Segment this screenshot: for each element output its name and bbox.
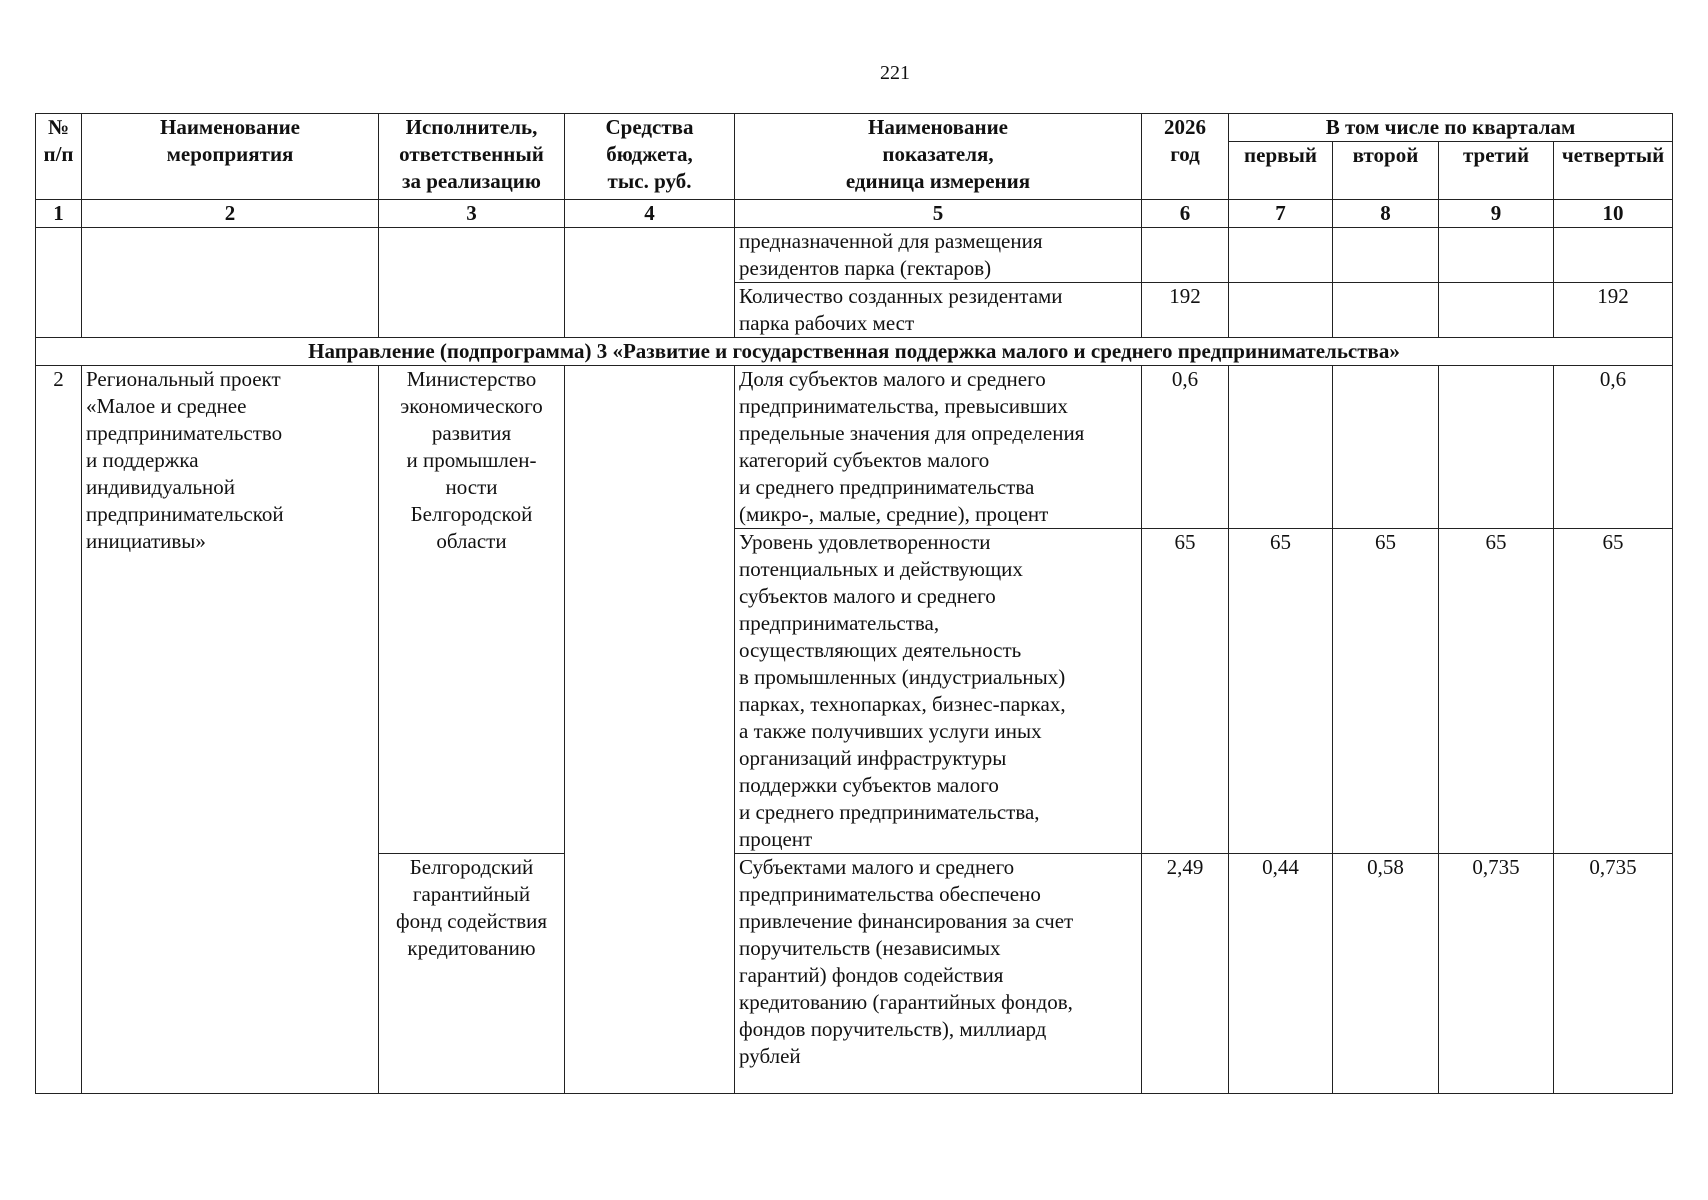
header-q1: первый: [1229, 142, 1333, 200]
year-value: 65: [1142, 529, 1229, 854]
cell-empty: [565, 366, 735, 1094]
column-number: 7: [1229, 200, 1333, 228]
header-executor: Исполнитель, ответственный за реализацию: [379, 114, 565, 200]
year-value: [1142, 228, 1229, 283]
header-q2: второй: [1333, 142, 1439, 200]
header-q4: четвертый: [1554, 142, 1673, 200]
indicator-name: Уровень удовлетворенности потенциальных и действующих субъектов малого и среднего предпринимательства, осуществляющих деятельность в промышленных (индустриальных) парках, технопарках, бизнес-парках, а также получивших услуги иных организаций инфраструктуры поддержки субъектов малого и среднего предпринимательства, процент: [735, 529, 1142, 854]
header-budget: Средства бюджета, тыс. руб.: [565, 114, 735, 200]
column-numbers-row: [36, 200, 1673, 228]
project-name: Региональный проект «Малое и среднее предпринимательство и поддержка индивидуальной предпринимательской инициативы»: [82, 366, 379, 1094]
column-number: 9: [1439, 200, 1554, 228]
project-executor: Министерство экономического развития и промышлен- ности Белгородской области: [379, 366, 565, 854]
cell-empty: [565, 228, 735, 338]
q3-value: 65: [1439, 529, 1554, 854]
year-value: 192: [1142, 283, 1229, 338]
q4-value: 0,735: [1554, 854, 1673, 1094]
q2-value: 0,58: [1333, 854, 1439, 1094]
year-value: 0,6: [1142, 366, 1229, 529]
column-number: 10: [1554, 200, 1673, 228]
q4-value: 192: [1554, 283, 1673, 338]
cell-empty: [82, 228, 379, 338]
header-year: 2026 год: [1142, 114, 1229, 200]
q1-value: 65: [1229, 529, 1333, 854]
column-number: 3: [379, 200, 565, 228]
q3-value: 0,735: [1439, 854, 1554, 1094]
header-number: № п/п: [36, 114, 82, 200]
header-indicator: Наименование показателя, единица измерения: [735, 114, 1142, 200]
q2-value: [1333, 228, 1439, 283]
column-number: 8: [1333, 200, 1439, 228]
q1-value: [1229, 283, 1333, 338]
q2-value: [1333, 366, 1439, 529]
column-number: 2: [82, 200, 379, 228]
q2-value: [1333, 283, 1439, 338]
indicator-name: Доля субъектов малого и среднего предпринимательства, превысивших предельные значения для определения категорий субъектов малого и среднего предпринимательства (микро-, малые, средние), процент: [735, 366, 1142, 529]
q4-value: [1554, 228, 1673, 283]
section-row: [36, 338, 1673, 366]
column-number: 4: [565, 200, 735, 228]
q2-value: 65: [1333, 529, 1439, 854]
q4-value: 0,6: [1554, 366, 1673, 529]
section-title: Направление (подпрограмма) 3 «Развитие и государственная поддержка малого и среднего предпринимательства»: [36, 338, 1673, 366]
events-table: [35, 113, 1673, 1094]
cell-empty: [36, 228, 82, 338]
indicator-name: Субъектами малого и среднего предпринимательства обеспечено привлечение финансирования за счет поручительств (независимых гарантий) фондов содействия кредитованию (гарантийных фондов, фондов поручительств), миллиард рублей: [735, 854, 1142, 1094]
project-number: 2: [36, 366, 82, 1094]
q1-value: [1229, 366, 1333, 529]
header-quarters-group: В том числе по кварталам: [1229, 114, 1673, 142]
table-row: [36, 366, 1673, 529]
column-number: 1: [36, 200, 82, 228]
table-row: [36, 228, 1673, 283]
header-event-name: Наименование мероприятия: [82, 114, 379, 200]
project-executor: Белгородский гарантийный фонд содействия кредитованию: [379, 854, 565, 1094]
header-q3: третий: [1439, 142, 1554, 200]
cell-empty: [379, 228, 565, 338]
q3-value: [1439, 366, 1554, 529]
indicator-name: предназначенной для размещения резидентов парка (гектаров): [735, 228, 1142, 283]
q1-value: 0,44: [1229, 854, 1333, 1094]
q4-value: 65: [1554, 529, 1673, 854]
indicator-name: Количество созданных резидентами парка рабочих мест: [735, 283, 1142, 338]
column-number: 6: [1142, 200, 1229, 228]
year-value: 2,49: [1142, 854, 1229, 1094]
column-number: 5: [735, 200, 1142, 228]
q3-value: [1439, 283, 1554, 338]
q1-value: [1229, 228, 1333, 283]
page-number: 221: [880, 62, 910, 84]
q3-value: [1439, 228, 1554, 283]
